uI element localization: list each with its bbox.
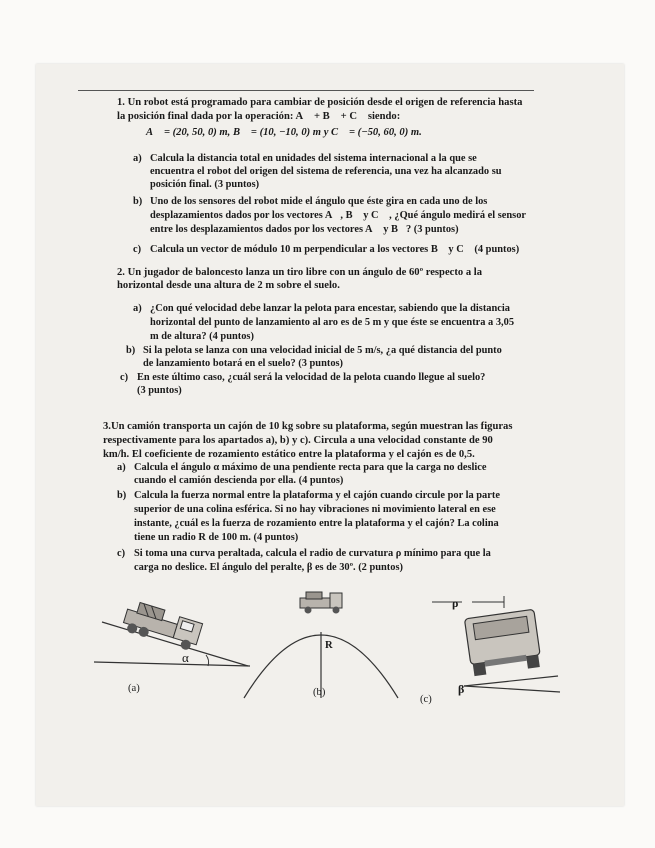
q1-intro-line1: 1. Un robot está programado para cambiar de posición desde el origen de referencia hasta	[117, 97, 523, 108]
q3-c-line1: Si toma una curva peraltada, calcula el radio de curvatura ρ mínimo para que la	[134, 548, 491, 559]
q3-b-label: b)	[117, 490, 127, 501]
q3-a-label: a)	[117, 462, 126, 473]
q1-a-label: a)	[133, 153, 142, 164]
q1-b-label: b)	[133, 196, 143, 207]
q2-a-line2: horizontal del punto de lanzamiento al aro es de 5 m y que éste se encuentra a 3,05	[150, 317, 515, 328]
figure-b-hill-truck	[236, 590, 406, 700]
figure-c-caption: (c)	[420, 694, 432, 705]
q1-b-line3: entre los desplazamientos dados por los vectores A⃗ y B⃗? (3 puntos)	[150, 224, 459, 235]
q3-c-label: c)	[117, 548, 126, 559]
beta-label: β	[458, 682, 465, 696]
q3-a-line1: Calcula el ángulo α máximo de una pendiente recta para que la carga no deslice	[134, 462, 487, 473]
q3-intro-line3: km/h. El coeficiente de rozamiento estático entre la plataforma y el cajón es de 0,5.	[103, 449, 475, 460]
q1-a-line3: posición final. (3 puntos)	[150, 179, 260, 190]
alpha-label: α	[182, 650, 189, 665]
q2-c-line1: En este último caso, ¿cuál será la velocidad de la pelota cuando llegue al suelo?	[137, 372, 486, 383]
q3-b-line1: Calcula la fuerza normal entre la plataforma y el cajón cuando circule por la parte	[134, 490, 500, 501]
q3-intro-line2: respectivamente para los apartados a), b) y c). Circula a una velocidad constante de 90	[103, 435, 493, 446]
q1-intro-line2: la posición final dada por la operación: A⃗ + B⃗ + C⃗ siendo:	[117, 111, 401, 122]
figure-a-caption: (a)	[128, 683, 140, 694]
rho-label: ρ	[452, 596, 459, 610]
q3-intro-line1: 3.Un camión transporta un cajón de 10 kg sobre su plataforma, según muestran las figuras	[103, 421, 513, 432]
figure-a-slope-truck	[90, 600, 260, 680]
q1-c-line1: Calcula un vector de módulo 10 m perpendicular a los vectores B⃗ y C⃗ (4 puntos)	[150, 244, 520, 255]
q2-b-label: b)	[126, 345, 136, 356]
q2-c-line2: (3 puntos)	[137, 385, 182, 396]
q1-a-line1: Calcula la distancia total en unidades del sistema internacional a la que se	[150, 153, 477, 164]
q3-a-line2: cuando el camión descienda por ella. (4 puntos)	[134, 475, 344, 486]
q2-a-line1: ¿Con qué velocidad debe lanzar la pelota para encestar, sabiendo que la distancia	[150, 303, 510, 314]
q3-b-line2: superior de una colina esférica. Si no hay vibraciones ni movimiento lateral en ese	[134, 504, 496, 515]
q1-b-line1: Uno de los sensores del robot mide el ángulo que éste gira en cada uno de los	[150, 196, 488, 207]
q3-b-line4: tiene un radio R de 100 m. (4 puntos)	[134, 532, 299, 543]
figure-b-caption: (b)	[313, 687, 326, 698]
q1-b-line2: desplazamientos dados por los vectores A⃗, B⃗ y C⃗ , ¿Qué ángulo medirá el sensor	[150, 210, 526, 221]
q2-c-label: c)	[120, 372, 129, 383]
figure-c-banked-truck	[412, 592, 562, 702]
q2-a-label: a)	[133, 303, 142, 314]
q3-b-line3: instante, ¿cuál es la fuerza de rozamiento entre la plataforma y el cajón? La colina	[134, 518, 499, 529]
header-rule	[78, 90, 534, 91]
q2-b-line1: Si la pelota se lanza con una velocidad inicial de 5 m/s, ¿a qué distancia del punto	[143, 345, 502, 356]
q1-a-line2: encuentra el robot del origen del sistema de referencia, una vez ha alcanzado su	[150, 166, 502, 177]
q2-intro-line1: 2. Un jugador de baloncesto lanza un tiro libre con un ángulo de 60º respecto a la	[117, 267, 483, 278]
radius-label: R	[325, 640, 333, 651]
q2-b-line2: de lanzamiento botará en el suelo? (3 puntos)	[143, 358, 344, 369]
q1-c-label: c)	[133, 244, 142, 255]
q1-vectors: A⃗ = (20, 50, 0) m, B⃗ = (10, −10, 0) m y C⃗ = (−50, 60, 0) m.	[146, 127, 422, 138]
q3-c-line2: carga no deslice. El ángulo del peralte, β es de 30º. (2 puntos)	[134, 562, 403, 573]
q2-a-line3: m de altura? (4 puntos)	[150, 331, 254, 342]
q2-intro-line2: horizontal desde una altura de 2 m sobre el suelo.	[117, 280, 340, 291]
